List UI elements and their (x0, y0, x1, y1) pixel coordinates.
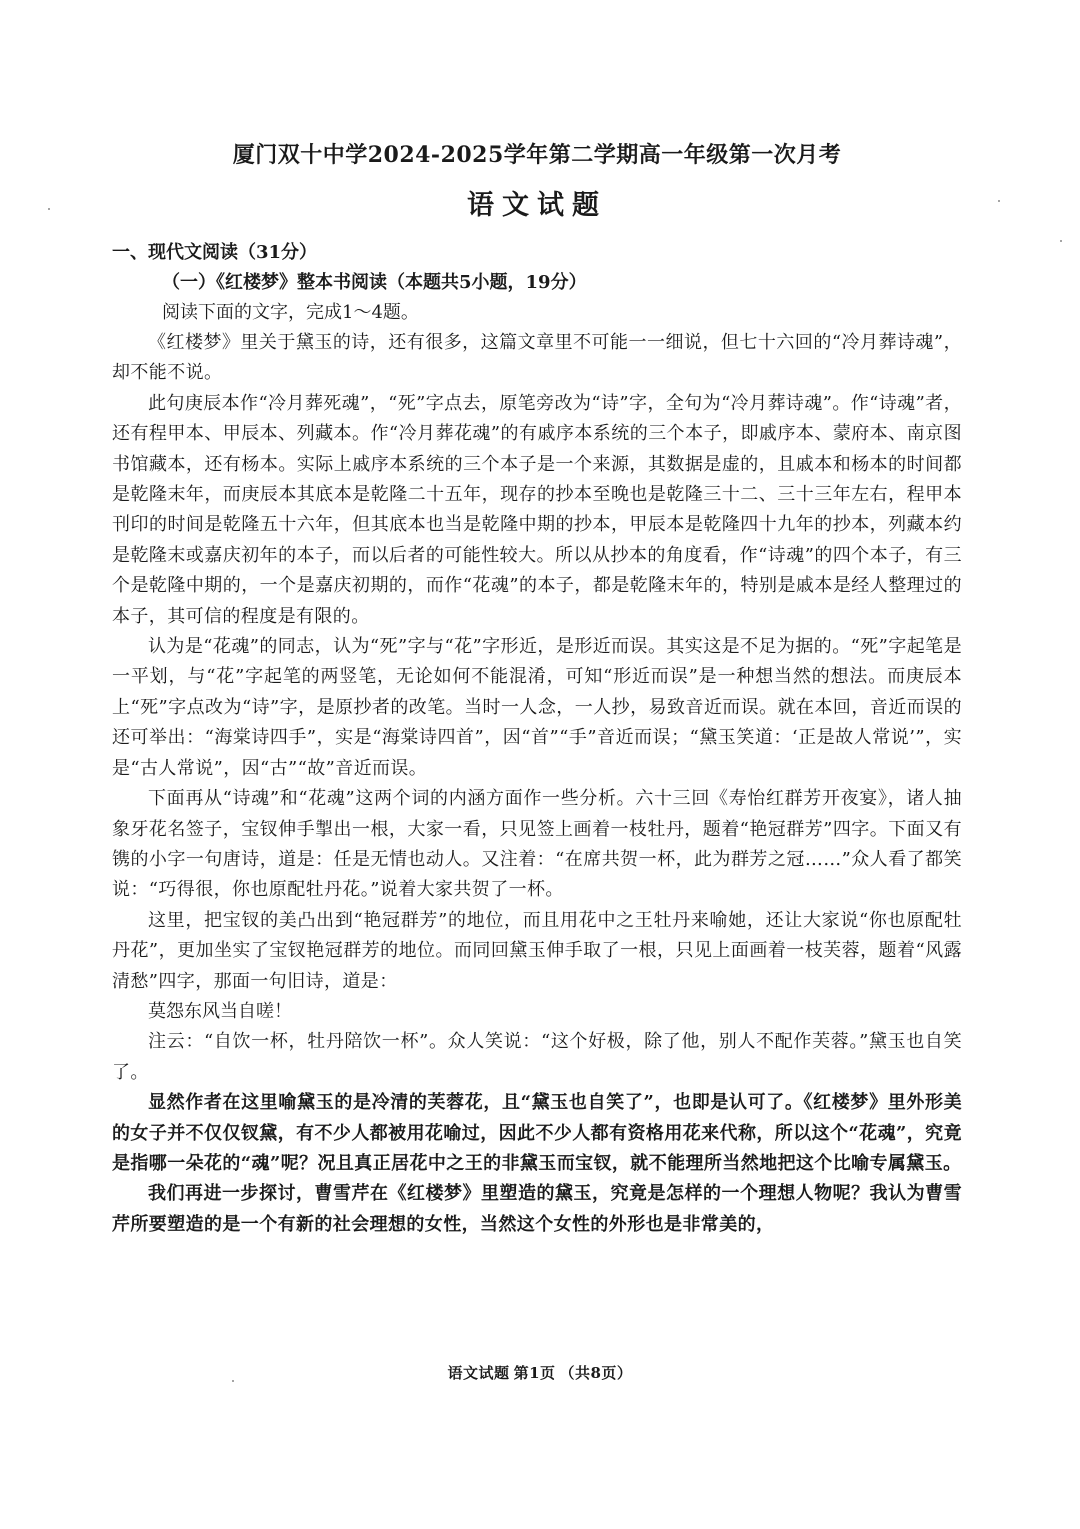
scan-speck (998, 200, 1000, 202)
article-paragraph-3: 认为是“花魂”的同志，认为“死”字与“花”字形近，是形近而误。其实这是不足为据的。“死”字起笔是一平划，与“花”字起笔的两竖笔，无论如何不能混淆，可知“形近而误”是一种想当然的想法。而庚辰本上“死”字点改为“诗”字，是原抄者的改笔。当时一人念，一人抄，易致音近而误。就在本回，音近而误的还可举出：“海棠诗四手”，实是“海棠诗四首”，因“首”“手”音近而误；“黛玉笑道：‘正是故人常说’”，实是“古人常说”，因“古”“故”音近而误。 (112, 636, 962, 779)
scan-speck (1060, 240, 1062, 242)
footer-total-pages: （共8页） (559, 1364, 633, 1382)
exam-page (112, 136, 962, 1240)
article-paragraph-5: 这里，把宝钗的美凸出到“艳冠群芳”的地位，而且用花中之王牡丹来喻她，还让大家说“你也原配牡丹花”，更加坐实了宝钗艳冠群芳的地位。而同回黛玉伸手取了一根，只见上面画着一枝芙蓉，题着“风露清愁”四字，那面一句旧诗，道是： (112, 909, 962, 992)
poem-line: 莫怨东风当自嗟！ (148, 1000, 292, 1022)
section-heading: 一、现代文阅读（31分） (112, 242, 318, 263)
article-paragraph-7: 显然作者在这里喻黛玉的是冷清的芙蓉花，且“黛玉也自笑了”，也即是认可了。《红楼梦》里外形美的女子并不仅仅钗黛，有不少人都被用花喻过，因此不少人都有资格用花来代称，所以这个“花魂”，究竟是指哪一朵花的“魂”呢？况且真正居花中之王的非黛玉而宝钗，就不能理所当然地把这个比喻专属黛玉。 (112, 1092, 962, 1174)
article-paragraph-8: 我们再进一步探讨，曹雪芹在《红楼梦》里塑造的黛玉，究竟是怎样的一个理想人物呢？我认为曹雪芹所要塑造的是一个有新的社会理想的女性，当然这个女性的外形也是非常美的， (112, 1183, 962, 1235)
article-paragraph-2: 此句庚辰本作“冷月葬死魂”，“死”字点去，原笔旁改为“诗”字，全句为“冷月葬诗魂”。作“诗魂”者，还有程甲本、甲辰本、列藏本。作“冷月葬花魂”的有戚序本系统的三个本子，即戚序本、蒙府本、南京图书馆藏本，还有杨本。实际上戚序本系统的三个本子是一个来源，其数据是虚的，且戚本和杨本的时间都是乾隆末年，而庚辰本其底本是乾隆二十五年，现存的抄本至晚也是乾隆三十二、三十三年左右，程甲本刊印的时间是乾隆五十六年，但其底本也当是乾隆中期的抄本，甲辰本是乾隆四十九年的抄本，列藏本约是乾隆末或嘉庆初年的本子，而以后者的可能性较大。所以从抄本的角度看，作“诗魂”的四个本子，有三个是乾隆中期的，一个是嘉庆初期的，而作“花魂”的本子，都是乾隆末年的，特别是戚本是经人整理过的本子，其可信的程度是有限的。 (112, 392, 962, 627)
subsection-heading: （一）《红楼梦》整本书阅读（本题共5小题，19分） (162, 272, 587, 293)
exam-subject-title: 语文试题 (467, 190, 607, 221)
article-paragraph-6: 注云：“自饮一杯，牡丹陪饮一杯”。众人笑说：“这个好极，除了他，别人不配作芙蓉。”黛玉也自笑了。 (112, 1031, 962, 1083)
scan-speck (232, 1380, 234, 1382)
scan-speck (48, 208, 50, 210)
article-paragraph-1: 《红楼梦》里关于黛玉的诗，还有很多，这篇文章里不可能一一细说，但七十六回的“冷月葬诗魂”，却不能不说。 (112, 332, 962, 384)
footer-subject: 语文试题 (447, 1364, 510, 1382)
article-paragraph-4: 下面再从“诗魂”和“花魂”这两个词的内涵方面作一些分析。六十三回《寿怡红群芳开夜宴》，诸人抽象牙花名签子，宝钗伸手掣出一根，大家一看，只见签上画着一枝牡丹，题着“艳冠群芳”四字。下面又有镌的小字一句唐诗，道是：任是无情也动人。又注着：“在席共贺一杯，此为群芳之冠……”众人看了都笑说：“巧得很，你也原配牡丹花。”说着大家共贺了一杯。 (112, 788, 962, 901)
footer-page-number: 第1页 (513, 1364, 556, 1382)
exam-title: 厦门双十中学2024-2025学年第二学期高一年级第一次月考 (232, 142, 842, 168)
page-footer (0, 1362, 1080, 1383)
reading-instruction: 阅读下面的文字，完成1～4题。 (162, 302, 419, 323)
